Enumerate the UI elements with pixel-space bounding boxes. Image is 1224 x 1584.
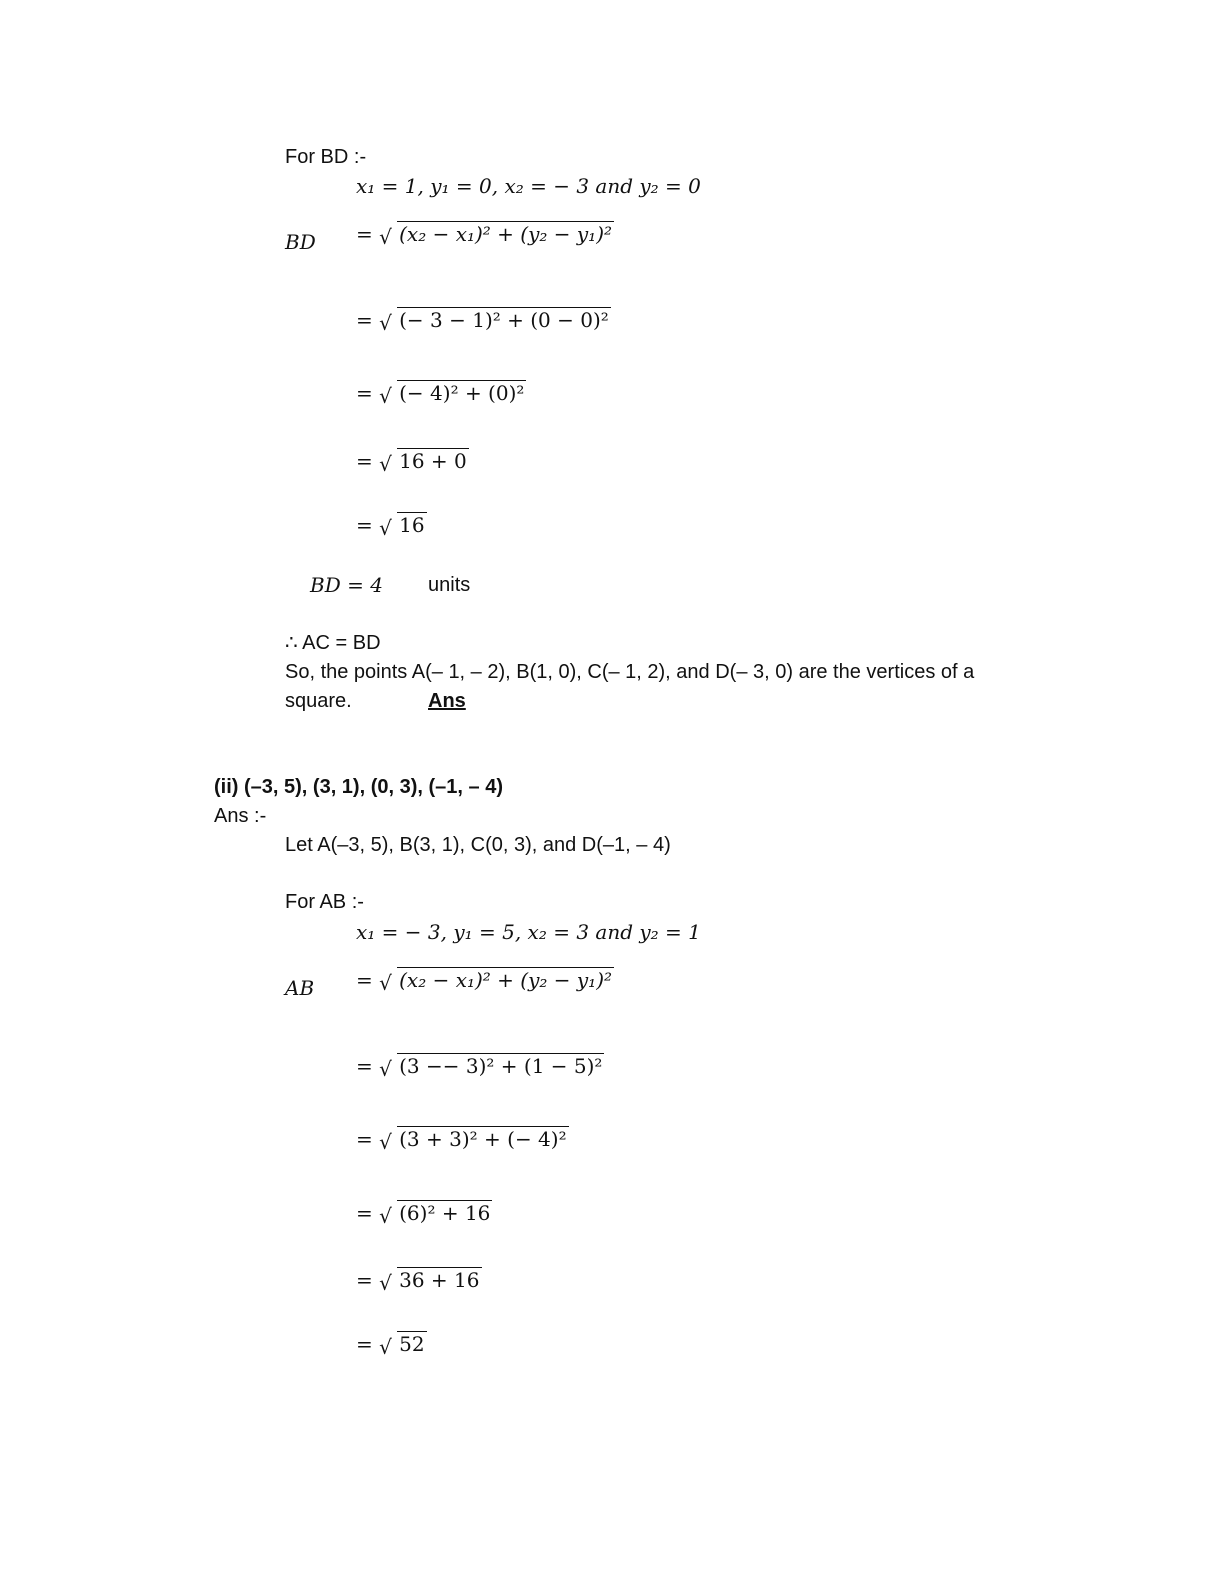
equals-sign: = [356, 449, 373, 473]
ab-step-4 [356, 1268, 482, 1295]
bd-step-4 [356, 513, 427, 540]
equals-sign: = [356, 308, 373, 332]
sqrt-icon: √ (3 + 3)² + (− 4)² [379, 1127, 567, 1154]
sqrt-icon: √ (6)² + 16 [379, 1201, 491, 1228]
sqrt-icon: √ 36 + 16 [379, 1268, 480, 1295]
bd-step-3 [356, 449, 469, 476]
ab-step-2 [356, 1127, 569, 1154]
sqrt-icon: √ (− 4)² + (0)² [379, 381, 525, 408]
ab-heading: For AB :- [285, 891, 364, 913]
equals-sign: = [356, 222, 373, 246]
equals-sign: = [356, 381, 373, 405]
conclusion-line-1: So, the points A(– 1, – 2), B(1, 0), C(– 1, 2), and D(– 3, 0) are the vertices of a [285, 661, 975, 683]
ab-formula [356, 968, 614, 995]
bd-heading: For BD :- [285, 146, 367, 168]
equals-sign: = [356, 1201, 373, 1225]
equals-sign: = [356, 968, 373, 992]
bd-label: BD [285, 230, 316, 254]
sqrt-icon: √ (− 3 − 1)² + (0 − 0)² [379, 308, 609, 335]
step-radicand: 16 + 0 [399, 449, 467, 473]
formula-radicand: (x₂ − x₁)² + (y₂ − y₁)² [399, 968, 613, 992]
ab-step-3 [356, 1201, 492, 1228]
step-radicand: 36 + 16 [399, 1268, 480, 1292]
equals-sign: = [356, 1127, 373, 1151]
ab-step-1 [356, 1054, 604, 1081]
sqrt-icon: √ (3 −− 3)² + (1 − 5)² [379, 1054, 603, 1081]
therefore-statement: ∴ AC = BD [285, 632, 381, 654]
step-radicand: 52 [399, 1332, 425, 1356]
bd-result-unit: units [428, 574, 471, 596]
bd-result: BD = 4 [310, 573, 383, 597]
formula-radicand: (x₂ − x₁)² + (y₂ − y₁)² [399, 222, 613, 246]
step-radicand: (3 + 3)² + (− 4)² [399, 1127, 567, 1151]
equals-sign: = [356, 513, 373, 537]
step-radicand: (6)² + 16 [399, 1201, 491, 1225]
bd-step-2 [356, 381, 526, 408]
equals-sign: = [356, 1054, 373, 1078]
question-ii: (ii) (–3, 5), (3, 1), (0, 3), (–1, – 4) [214, 776, 503, 798]
step-radicand: 16 [399, 513, 425, 537]
equals-sign: = [356, 1268, 373, 1292]
bd-formula [356, 222, 614, 249]
step-radicand: (3 −− 3)² + (1 − 5)² [399, 1054, 603, 1078]
bd-given-values: x₁ = 1, y₁ = 0, x₂ = − 3 and y₂ = 0 [356, 174, 701, 198]
step-radicand: (− 3 − 1)² + (0 − 0)² [399, 308, 609, 332]
step-radicand: (− 4)² + (0)² [399, 381, 525, 405]
equals-sign: = [356, 1332, 373, 1356]
conclusion-line-2: square. [285, 690, 352, 712]
sqrt-icon: √ 16 [379, 513, 425, 540]
bd-step-1 [356, 308, 611, 335]
sqrt-icon: √ (x₂ − x₁)² + (y₂ − y₁)² [379, 968, 613, 995]
sqrt-icon: √ (x₂ − x₁)² + (y₂ − y₁)² [379, 222, 613, 249]
ab-given-values: x₁ = − 3, y₁ = 5, x₂ = 3 and y₂ = 1 [356, 920, 701, 944]
ab-step-5 [356, 1332, 427, 1359]
ans-tag: Ans [428, 690, 466, 712]
ans-label: Ans :- [214, 805, 267, 827]
let-points: Let A(–3, 5), B(3, 1), C(0, 3), and D(–1, – 4) [285, 834, 671, 856]
sqrt-icon: √ 52 [379, 1332, 425, 1359]
sqrt-icon: √ 16 + 0 [379, 449, 467, 476]
ab-label: AB [285, 976, 315, 1000]
